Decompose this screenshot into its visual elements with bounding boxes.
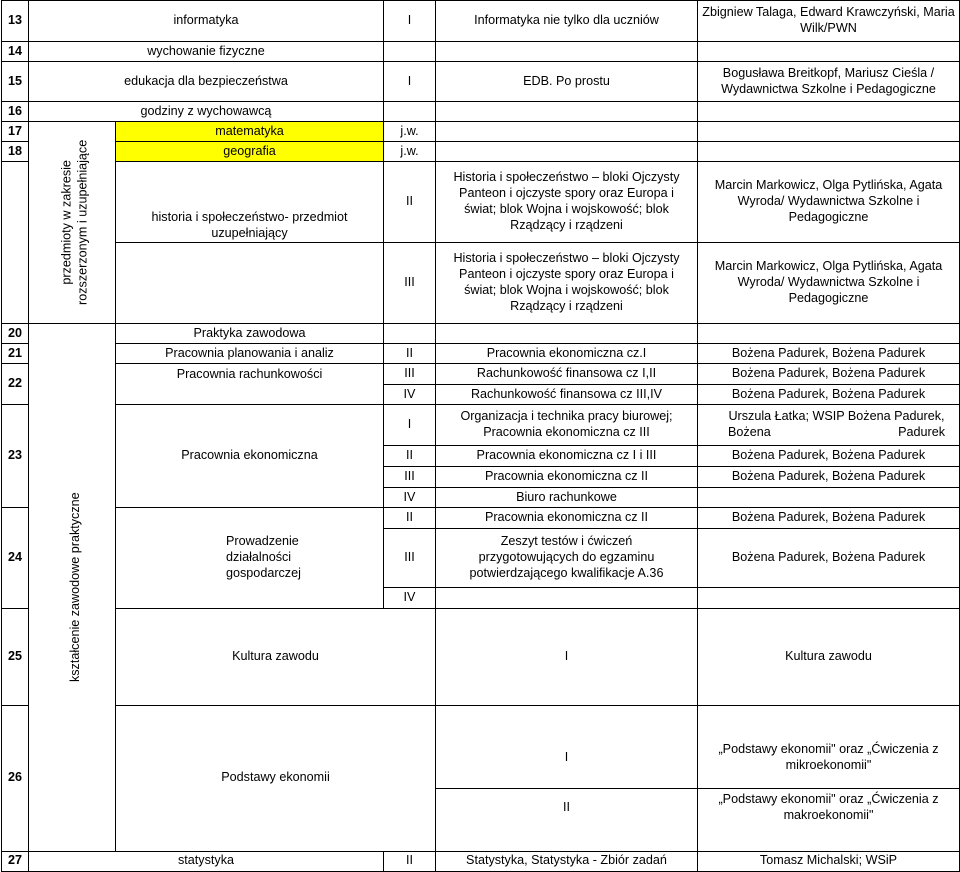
row-number: 26 bbox=[2, 705, 29, 851]
class-cell bbox=[384, 324, 436, 344]
table-row bbox=[2, 142, 960, 162]
title-cell-a: Pracownia ekonomiczna cz II bbox=[436, 508, 697, 529]
publisher-cell-b: Bożena Padurek, Bożena Padurek bbox=[698, 529, 959, 588]
title-cell-c bbox=[436, 588, 697, 609]
class-cell: j.w. bbox=[384, 122, 436, 142]
class-cell bbox=[384, 42, 436, 62]
table-row bbox=[2, 851, 960, 871]
title-cell bbox=[436, 102, 698, 122]
publisher-cell bbox=[698, 405, 960, 508]
row-number: 23 bbox=[2, 405, 29, 508]
class-cell bbox=[384, 102, 436, 122]
row-number: 25 bbox=[2, 609, 29, 706]
subject-spacer bbox=[116, 243, 383, 324]
textbook-table bbox=[1, 0, 960, 872]
title-cell bbox=[436, 405, 698, 508]
class-subtable bbox=[436, 729, 697, 828]
class-cell-b: IV bbox=[403, 386, 416, 401]
class-subtable bbox=[384, 162, 435, 323]
publisher-subtable bbox=[698, 162, 959, 323]
subject-cell: Podstawy ekonomii bbox=[116, 705, 436, 851]
publisher-cell-c bbox=[698, 588, 959, 609]
title-subtable bbox=[436, 364, 697, 404]
title-subtable bbox=[436, 162, 697, 323]
publisher-subtable bbox=[698, 508, 959, 608]
table-row bbox=[2, 405, 960, 508]
class-cell-a: II bbox=[384, 508, 435, 529]
title-cell bbox=[436, 508, 698, 609]
publisher-cell-c: Bożena Padurek, Bożena Padurek bbox=[698, 467, 959, 488]
subject-cell: Pracownia rachunkowości bbox=[116, 364, 384, 405]
publisher-cell bbox=[698, 142, 960, 162]
group-label-vocational bbox=[29, 324, 116, 852]
subject-cell bbox=[116, 162, 384, 324]
publisher-cell-b: Bożena Padurek, Bożena Padurek bbox=[731, 386, 926, 401]
title-cell-b: „Podstawy ekonomii" oraz „Ćwiczenia z makroekonomii" bbox=[718, 792, 939, 823]
subject-cell: Kultura zawodu bbox=[116, 609, 436, 706]
title-subtable bbox=[436, 508, 697, 608]
publisher-cell bbox=[698, 364, 960, 405]
title-cell: Statystyka, Statystyka - Zbiór zadań bbox=[436, 851, 698, 871]
title-cell bbox=[436, 364, 698, 405]
title-cell bbox=[436, 42, 698, 62]
row-number: 14 bbox=[2, 42, 29, 62]
publisher-cell-a: Bożena Padurek, Bożena Padurek bbox=[698, 364, 959, 385]
title-cell bbox=[436, 162, 698, 324]
class-cell: j.w. bbox=[384, 142, 436, 162]
class-cell-a: II bbox=[384, 162, 435, 243]
class-cell: I bbox=[384, 1, 436, 42]
title-cell: Kultura zawodu bbox=[698, 609, 960, 706]
title-cell-a: Historia i społeczeństwo – bloki Ojczysty Panteon i ojczyste spory oraz Europa i świat; blok Wojna i wojskowość; blok Rządzący i rządzeni bbox=[436, 162, 697, 243]
subject-cell: Pracownia ekonomiczna bbox=[116, 405, 384, 508]
class-cell-b: II bbox=[563, 800, 570, 815]
class-cell-a: I bbox=[436, 729, 697, 789]
title-cell: Pracownia ekonomiczna cz.I bbox=[436, 344, 698, 364]
subject-subtable bbox=[116, 162, 383, 323]
group-label-extended bbox=[29, 122, 116, 324]
table-row bbox=[2, 102, 960, 122]
subject-cell: godziny z wychowawcą bbox=[29, 102, 384, 122]
title-cell bbox=[698, 705, 960, 851]
publisher-cell bbox=[698, 324, 960, 344]
publisher-cell: Bożena Padurek, Bożena Padurek bbox=[698, 344, 960, 364]
class-cell-c: III bbox=[384, 467, 435, 488]
publisher-subtable bbox=[698, 405, 959, 507]
publisher-cell-a: Urszula Łatka; WSIP Bożena Padurek, Bożena Padurek bbox=[698, 405, 959, 446]
publisher-cell bbox=[698, 42, 960, 62]
subject-cell: matematyka bbox=[116, 122, 384, 142]
publisher-cell-b: Bożena Padurek, Bożena Padurek bbox=[698, 446, 959, 467]
title-cell-b: Pracownia ekonomiczna cz I i III bbox=[436, 446, 697, 467]
subject-cell: geografia bbox=[116, 142, 384, 162]
title-cell-d: Biuro rachunkowe bbox=[516, 489, 617, 504]
table-row bbox=[2, 324, 960, 344]
row-number: 22 bbox=[2, 364, 29, 405]
class-subtable bbox=[384, 508, 435, 608]
class-cell: II bbox=[384, 851, 436, 871]
group-label-text: kształcenie zawodowe praktyczne bbox=[67, 492, 82, 683]
row-number: 20 bbox=[2, 324, 29, 344]
class-cell-a: I bbox=[384, 405, 435, 446]
table-row bbox=[2, 364, 960, 405]
row-number: 27 bbox=[2, 851, 29, 871]
publisher-cell: Zbigniew Talaga, Edward Krawczyński, Maria Wilk/PWN bbox=[698, 1, 960, 42]
subject-cell: Pracownia planowania i analiz bbox=[116, 344, 384, 364]
class-cell bbox=[384, 162, 436, 324]
class-cell bbox=[384, 508, 436, 609]
title-cell-a: Organizacja i technika pracy biurowej; Pracownia ekonomiczna cz III bbox=[436, 405, 697, 446]
title-cell-a: Rachunkowość finansowa cz I,II bbox=[436, 364, 697, 385]
subject-cell: Prowadzenie działalności gospodarczej bbox=[116, 508, 384, 609]
title-cell bbox=[436, 142, 698, 162]
class-cell bbox=[384, 405, 436, 508]
class-cell-a: III bbox=[384, 364, 435, 385]
row-number: 13 bbox=[2, 1, 29, 42]
row-number bbox=[2, 162, 29, 324]
class-cell-b: II bbox=[384, 446, 435, 467]
table-row bbox=[2, 508, 960, 609]
table-row bbox=[2, 705, 960, 851]
table-row bbox=[2, 162, 960, 324]
row-number: 18 bbox=[2, 142, 29, 162]
title-cell-b: Rachunkowość finansowa cz III,IV bbox=[470, 386, 663, 401]
class-cell: II bbox=[384, 344, 436, 364]
row-number: 15 bbox=[2, 62, 29, 102]
title-cell-a: „Podstawy ekonomii" oraz „Ćwiczenia z mikroekonomii" bbox=[698, 729, 959, 789]
row-number: 16 bbox=[2, 102, 29, 122]
title-subtable bbox=[436, 405, 697, 507]
subject-cell: informatyka bbox=[29, 1, 384, 42]
publisher-cell-a: Marcin Markowicz, Olga Pytlińska, Agata Wyroda/ Wydawnictwa Szkolne i Pedagogiczne bbox=[698, 162, 959, 243]
subject-cell: wychowanie fizyczne bbox=[29, 42, 384, 62]
title-cell bbox=[436, 324, 698, 344]
class-cell: I bbox=[384, 62, 436, 102]
group-label-text: przedmioty w zakresie rozszerzonym i uzupełniające bbox=[59, 139, 90, 306]
class-cell-c: IV bbox=[403, 590, 416, 604]
title-cell-c: Pracownia ekonomiczna cz II bbox=[436, 467, 697, 488]
title-subtable bbox=[698, 729, 959, 828]
publisher-cell-b: Marcin Markowicz, Olga Pytlińska, Agata Wyroda/ Wydawnictwa Szkolne i Pedagogiczne bbox=[714, 259, 943, 305]
class-subtable bbox=[384, 405, 435, 507]
publisher-cell: Tomasz Michalski; WSiP bbox=[698, 851, 960, 871]
publisher-cell bbox=[698, 508, 960, 609]
subject-cell: statystyka bbox=[29, 851, 384, 871]
title-cell: Informatyka nie tylko dla uczniów bbox=[436, 1, 698, 42]
title-cell: EDB. Po prostu bbox=[436, 62, 698, 102]
row-number: 21 bbox=[2, 344, 29, 364]
publisher-cell bbox=[698, 122, 960, 142]
publisher-subtable bbox=[698, 364, 959, 404]
row-number: 17 bbox=[2, 122, 29, 142]
class-cell bbox=[436, 705, 698, 851]
class-cell-b: III bbox=[384, 529, 435, 588]
table-row bbox=[2, 1, 960, 42]
class-cell-d: IV bbox=[403, 489, 416, 504]
publisher-cell-d bbox=[698, 488, 959, 508]
table-row bbox=[2, 62, 960, 102]
title-cell-b: Historia i społeczeństwo – bloki Ojczysty Panteon i ojczyste spory oraz Europa i świat; blok Wojna i wojskowość; blok Rządzący i rządzeni bbox=[453, 251, 680, 313]
title-cell-b: Zeszyt testów i ćwiczeń przygotowujących do egzaminu potwierdzającego kwalifikacje A.36 bbox=[436, 529, 697, 588]
title-cell bbox=[436, 122, 698, 142]
class-subtable bbox=[384, 364, 435, 404]
table-row bbox=[2, 42, 960, 62]
publisher-cell-a: Bożena Padurek, Bożena Padurek bbox=[698, 508, 959, 529]
table-row bbox=[2, 122, 960, 142]
publisher-cell: Bogusława Breitkopf, Mariusz Cieśla / Wydawnictwa Szkolne i Pedagogiczne bbox=[698, 62, 960, 102]
subject-cell: edukacja dla bezpieczeństwa bbox=[29, 62, 384, 102]
publisher-cell bbox=[698, 102, 960, 122]
row-number: 24 bbox=[2, 508, 29, 609]
publisher-cell bbox=[698, 162, 960, 324]
class-cell: I bbox=[436, 609, 698, 706]
class-cell bbox=[384, 364, 436, 405]
subject-label: historia i społeczeństwo- przedmiot uzupełniający bbox=[116, 162, 383, 243]
subject-cell: Praktyka zawodowa bbox=[116, 324, 384, 344]
class-cell-b: III bbox=[404, 275, 415, 289]
table-row bbox=[2, 344, 960, 364]
table-row bbox=[2, 609, 960, 706]
